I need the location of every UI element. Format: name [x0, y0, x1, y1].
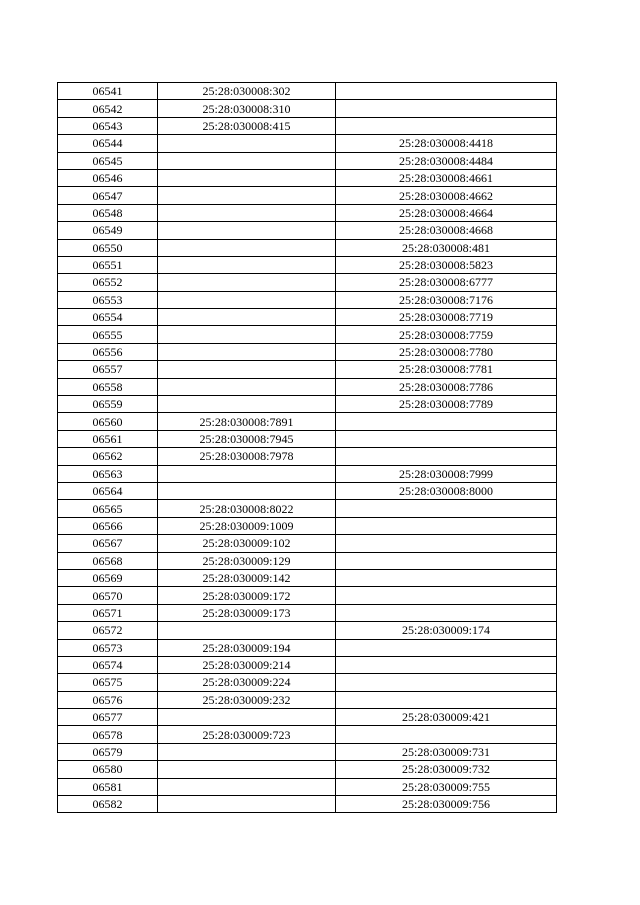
row-number-cell: 06580 — [58, 761, 158, 778]
table-row — [58, 482, 557, 499]
cadastral-number-cell-left — [158, 222, 336, 239]
row-number-cell: 06563 — [58, 465, 158, 482]
cadastral-number-table — [57, 82, 557, 813]
table-row — [58, 83, 557, 100]
cadastral-number-cell-left — [158, 343, 336, 360]
cadastral-number-cell-right — [336, 500, 557, 517]
row-number-cell: 06543 — [58, 117, 158, 134]
row-number-cell: 06556 — [58, 343, 158, 360]
cadastral-number-cell-right: 25:28:030008:7786 — [336, 378, 557, 395]
row-number-cell: 06565 — [58, 500, 158, 517]
row-number-cell: 06562 — [58, 448, 158, 465]
row-number-cell: 06551 — [58, 256, 158, 273]
table-row — [58, 378, 557, 395]
row-number-cell: 06546 — [58, 169, 158, 186]
cadastral-number-cell-left — [158, 204, 336, 221]
row-number-cell: 06547 — [58, 187, 158, 204]
table-row — [58, 535, 557, 552]
table-row — [58, 343, 557, 360]
cadastral-number-cell-right: 25:28:030008:4661 — [336, 169, 557, 186]
row-number-cell: 06564 — [58, 482, 158, 499]
table-row — [58, 239, 557, 256]
cadastral-number-cell-left: 25:28:030009:1009 — [158, 517, 336, 534]
cadastral-number-cell-right — [336, 587, 557, 604]
row-number-cell: 06577 — [58, 709, 158, 726]
cadastral-number-cell-left: 25:28:030009:172 — [158, 587, 336, 604]
cadastral-number-cell-left — [158, 169, 336, 186]
cadastral-number-cell-right — [336, 430, 557, 447]
table-row — [58, 622, 557, 639]
row-number-cell: 06552 — [58, 274, 158, 291]
row-number-cell: 06566 — [58, 517, 158, 534]
row-number-cell: 06549 — [58, 222, 158, 239]
cadastral-number-cell-right: 25:28:030008:7719 — [336, 309, 557, 326]
cadastral-number-cell-right: 25:28:030009:755 — [336, 778, 557, 795]
table-row — [58, 674, 557, 691]
table-row — [58, 552, 557, 569]
table-row — [58, 413, 557, 430]
cadastral-number-cell-left: 25:28:030009:102 — [158, 535, 336, 552]
cadastral-number-cell-right: 25:28:030008:6777 — [336, 274, 557, 291]
cadastral-number-cell-right — [336, 639, 557, 656]
cadastral-number-cell-left — [158, 309, 336, 326]
row-number-cell: 06557 — [58, 361, 158, 378]
cadastral-number-cell-left — [158, 274, 336, 291]
table-row — [58, 587, 557, 604]
row-number-cell: 06550 — [58, 239, 158, 256]
row-number-cell: 06560 — [58, 413, 158, 430]
table-row — [58, 778, 557, 795]
cadastral-number-cell-right — [336, 604, 557, 621]
cadastral-number-cell-right: 25:28:030008:8000 — [336, 482, 557, 499]
table-row — [58, 187, 557, 204]
cadastral-number-cell-left — [158, 187, 336, 204]
cadastral-number-cell-left: 25:28:030008:7978 — [158, 448, 336, 465]
table-row — [58, 639, 557, 656]
row-number-cell: 06542 — [58, 100, 158, 117]
cadastral-number-cell-right — [336, 691, 557, 708]
cadastral-number-cell-right — [336, 535, 557, 552]
row-number-cell: 06548 — [58, 204, 158, 221]
table-row — [58, 169, 557, 186]
cadastral-number-cell-right: 25:28:030009:756 — [336, 796, 557, 813]
row-number-cell: 06545 — [58, 152, 158, 169]
cadastral-number-cell-right — [336, 726, 557, 743]
row-number-cell: 06553 — [58, 291, 158, 308]
row-number-cell: 06576 — [58, 691, 158, 708]
table-row — [58, 274, 557, 291]
cadastral-number-cell-left: 25:28:030008:310 — [158, 100, 336, 117]
cadastral-number-cell-left: 25:28:030008:7891 — [158, 413, 336, 430]
cadastral-number-cell-right: 25:28:030009:732 — [336, 761, 557, 778]
table-row — [58, 448, 557, 465]
table-row — [58, 465, 557, 482]
table-row — [58, 691, 557, 708]
cadastral-number-cell-left — [158, 239, 336, 256]
cadastral-number-cell-left — [158, 135, 336, 152]
cadastral-number-cell-right — [336, 656, 557, 673]
table-row — [58, 100, 557, 117]
row-number-cell: 06558 — [58, 378, 158, 395]
cadastral-number-cell-left — [158, 743, 336, 760]
cadastral-number-cell-left: 25:28:030009:232 — [158, 691, 336, 708]
table-row — [58, 656, 557, 673]
cadastral-number-cell-right — [336, 552, 557, 569]
cadastral-number-cell-left: 25:28:030009:723 — [158, 726, 336, 743]
cadastral-number-cell-right: 25:28:030008:4662 — [336, 187, 557, 204]
row-number-cell: 06573 — [58, 639, 158, 656]
cadastral-number-cell-left — [158, 709, 336, 726]
cadastral-number-cell-left — [158, 761, 336, 778]
cadastral-number-cell-left — [158, 378, 336, 395]
row-number-cell: 06541 — [58, 83, 158, 100]
cadastral-number-cell-right — [336, 517, 557, 534]
cadastral-number-cell-left: 25:28:030009:129 — [158, 552, 336, 569]
cadastral-number-cell-right: 25:28:030008:4668 — [336, 222, 557, 239]
table-row — [58, 500, 557, 517]
cadastral-number-cell-left — [158, 465, 336, 482]
table-row — [58, 204, 557, 221]
cadastral-number-cell-left: 25:28:030008:302 — [158, 83, 336, 100]
cadastral-number-cell-left — [158, 152, 336, 169]
table-row — [58, 309, 557, 326]
row-number-cell: 06578 — [58, 726, 158, 743]
table-row — [58, 222, 557, 239]
cadastral-number-cell-right: 25:28:030008:7789 — [336, 396, 557, 413]
cadastral-number-cell-left: 25:28:030009:214 — [158, 656, 336, 673]
cadastral-number-cell-right — [336, 569, 557, 586]
cadastral-number-cell-left — [158, 396, 336, 413]
table-row — [58, 291, 557, 308]
row-number-cell: 06561 — [58, 430, 158, 447]
cadastral-number-cell-right — [336, 674, 557, 691]
row-number-cell: 06574 — [58, 656, 158, 673]
table-row — [58, 117, 557, 134]
row-number-cell: 06555 — [58, 326, 158, 343]
cadastral-number-cell-left — [158, 361, 336, 378]
row-number-cell: 06582 — [58, 796, 158, 813]
row-number-cell: 06559 — [58, 396, 158, 413]
cadastral-number-cell-right: 25:28:030008:4664 — [336, 204, 557, 221]
row-number-cell: 06567 — [58, 535, 158, 552]
row-number-cell: 06570 — [58, 587, 158, 604]
cadastral-number-cell-left: 25:28:030009:142 — [158, 569, 336, 586]
row-number-cell: 06569 — [58, 569, 158, 586]
cadastral-number-cell-right — [336, 83, 557, 100]
table-row — [58, 361, 557, 378]
cadastral-number-cell-left — [158, 326, 336, 343]
row-number-cell: 06575 — [58, 674, 158, 691]
row-number-cell: 06571 — [58, 604, 158, 621]
cadastral-number-cell-left: 25:28:030008:415 — [158, 117, 336, 134]
table-row — [58, 256, 557, 273]
table-row — [58, 709, 557, 726]
cadastral-number-cell-right: 25:28:030008:5823 — [336, 256, 557, 273]
table-row — [58, 796, 557, 813]
cadastral-number-cell-right: 25:28:030008:4418 — [336, 135, 557, 152]
cadastral-number-cell-left — [158, 482, 336, 499]
row-number-cell: 06581 — [58, 778, 158, 795]
cadastral-number-cell-right: 25:28:030008:481 — [336, 239, 557, 256]
cadastral-number-cell-right: 25:28:030008:7999 — [336, 465, 557, 482]
cadastral-number-cell-left: 25:28:030009:173 — [158, 604, 336, 621]
cadastral-number-cell-left: 25:28:030009:224 — [158, 674, 336, 691]
cadastral-number-cell-left: 25:28:030008:8022 — [158, 500, 336, 517]
cadastral-number-cell-right: 25:28:030008:4484 — [336, 152, 557, 169]
row-number-cell: 06572 — [58, 622, 158, 639]
table-row — [58, 726, 557, 743]
cadastral-number-cell-left — [158, 622, 336, 639]
row-number-cell: 06568 — [58, 552, 158, 569]
cadastral-number-cell-left — [158, 796, 336, 813]
cadastral-number-cell-right: 25:28:030009:174 — [336, 622, 557, 639]
row-number-cell: 06554 — [58, 309, 158, 326]
table-row — [58, 517, 557, 534]
cadastral-number-cell-right: 25:28:030008:7759 — [336, 326, 557, 343]
table-row — [58, 135, 557, 152]
table-row — [58, 761, 557, 778]
cadastral-number-cell-left: 25:28:030008:7945 — [158, 430, 336, 447]
table-row — [58, 743, 557, 760]
table-row — [58, 569, 557, 586]
table-row — [58, 396, 557, 413]
cadastral-number-cell-left — [158, 778, 336, 795]
cadastral-number-cell-right: 25:28:030008:7176 — [336, 291, 557, 308]
table-row — [58, 326, 557, 343]
table-row — [58, 430, 557, 447]
table-row — [58, 604, 557, 621]
cadastral-number-cell-right — [336, 413, 557, 430]
cadastral-number-cell-right — [336, 117, 557, 134]
cadastral-number-cell-right: 25:28:030009:421 — [336, 709, 557, 726]
table-body — [58, 83, 557, 813]
table-row — [58, 152, 557, 169]
cadastral-number-cell-right: 25:28:030008:7780 — [336, 343, 557, 360]
cadastral-number-cell-right: 25:28:030009:731 — [336, 743, 557, 760]
cadastral-number-cell-right — [336, 448, 557, 465]
row-number-cell: 06579 — [58, 743, 158, 760]
cadastral-number-cell-left — [158, 256, 336, 273]
cadastral-number-cell-left — [158, 291, 336, 308]
cadastral-number-cell-left: 25:28:030009:194 — [158, 639, 336, 656]
cadastral-number-cell-right — [336, 100, 557, 117]
cadastral-number-cell-right: 25:28:030008:7781 — [336, 361, 557, 378]
row-number-cell: 06544 — [58, 135, 158, 152]
